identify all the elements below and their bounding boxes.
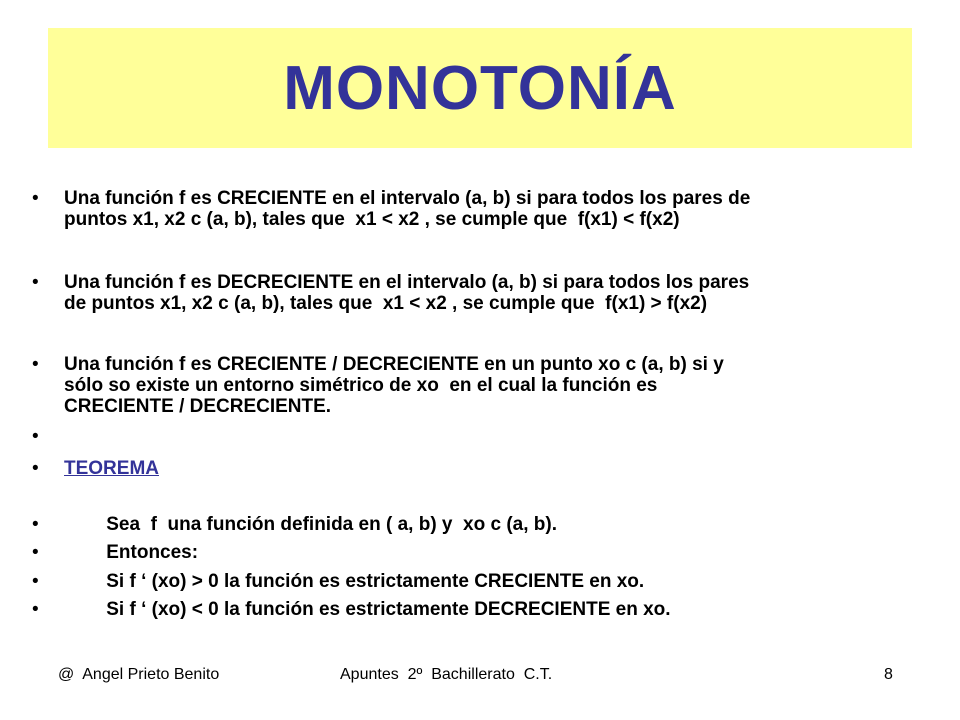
teorema-link[interactable]: TEOREMA [64, 458, 159, 479]
bullet-text-line: Una función f es CRECIENTE / DECRECIENTE en un punto xo c (a, b) si y [64, 354, 724, 375]
bullet-text-line: Sea f una función definida en ( a, b) y xo c (a, b). [64, 514, 558, 535]
bullet-text-line: CRECIENTE / DECRECIENTE. [64, 396, 332, 417]
bullet-marker: • [32, 354, 39, 375]
bullet-marker: • [32, 542, 39, 563]
bullet-text-line: de puntos x1, x2 c (a, b), tales que x1 < x2 , se cumple que f(x1) > f(x2) [64, 293, 708, 314]
bullet-marker: • [32, 599, 39, 620]
bullet-text-line: Entonces: [64, 542, 199, 563]
slide-title: MONOTONÍA [283, 53, 677, 123]
bullet-marker: • [32, 458, 39, 479]
bullet-marker: • [32, 571, 39, 592]
footer-page-number: 8 [884, 666, 893, 683]
bullet-text-line: Una función f es CRECIENTE en el intervalo (a, b) si para todos los pares de [64, 188, 751, 209]
bullet-text-line: sólo so existe un entorno simétrico de xo en el cual la función es [64, 375, 658, 396]
bullet-text-line: Si f ‘ (xo) > 0 la función es estrictamente CRECIENTE en xo. [64, 571, 645, 592]
bullet-marker: • [32, 188, 39, 209]
bullet-marker: • [32, 426, 39, 447]
footer-author: @ Angel Prieto Benito [58, 666, 220, 683]
bullet-text-line: puntos x1, x2 c (a, b), tales que x1 < x2 , se cumple que f(x1) < f(x2) [64, 209, 680, 230]
bullet-text-line: Si f ‘ (xo) < 0 la función es estrictamente DECRECIENTE en xo. [64, 599, 671, 620]
footer-course: Apuntes 2º Bachillerato C.T. [340, 666, 553, 683]
bullet-marker: • [32, 514, 39, 535]
bullet-text-line: Una función f es DECRECIENTE en el intervalo (a, b) si para todos los pares [64, 272, 750, 293]
bullet-marker: • [32, 272, 39, 293]
